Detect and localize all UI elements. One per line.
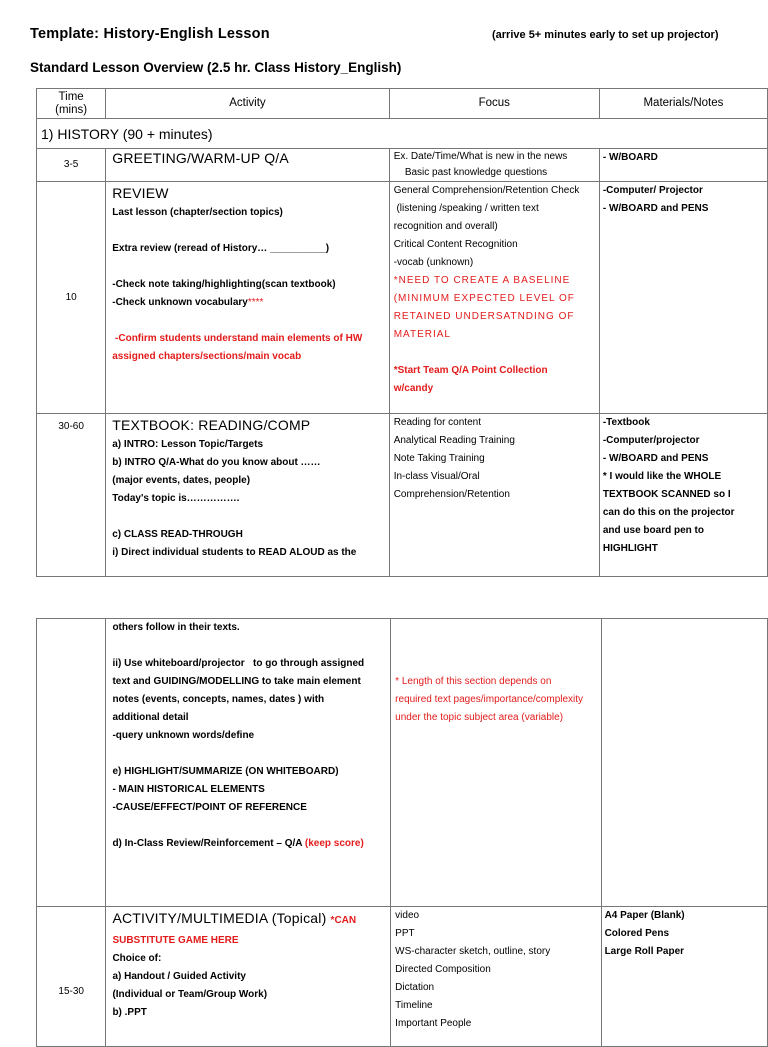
materials-line: and use board pen to: [602, 525, 704, 536]
activity-line: Choice of:: [112, 953, 162, 964]
table-header-row: [37, 89, 768, 119]
materials-line: -Textbook: [602, 417, 650, 428]
activity-line: i) Direct individual students to READ ALOUD as the: [112, 547, 357, 558]
activity-cell: [106, 907, 391, 1047]
focus-line: * Length of this section depends on: [395, 676, 552, 687]
activity-line: others follow in their texts.: [112, 622, 240, 633]
focus-line: General Comprehension/Retention Check: [393, 185, 580, 196]
activity-line: b) INTRO Q/A-What do you know about ……: [112, 457, 321, 468]
activity-cell: [106, 414, 389, 577]
time-cell: 30-60: [37, 414, 106, 577]
focus-line: In-class Visual/Oral: [393, 471, 480, 482]
focus-line: Critical Content Recognition: [393, 239, 518, 250]
focus-line: Directed Composition: [395, 964, 491, 975]
focus-line: -vocab (unknown): [393, 257, 474, 268]
activity-line: notes (events, concepts, names, dates ) with: [112, 694, 325, 705]
focus-line: Timeline: [395, 1000, 433, 1011]
focus-line: MATERIAL: [393, 329, 451, 340]
activity-line: Extra review (reread of History… __________): [112, 243, 330, 254]
activity-cell: [106, 149, 389, 182]
activity-title: REVIEW: [112, 185, 169, 201]
focus-line: Analytical Reading Training: [393, 435, 515, 446]
activity-line: -Confirm students understand main elements of HW: [112, 333, 363, 344]
focus-cell: [391, 907, 601, 1047]
time-cell: [37, 619, 106, 907]
activity-line: text and GUIDING/MODELLING to take main element: [112, 676, 361, 687]
focus-line: WS-character sketch, outline, story: [395, 946, 551, 957]
materials-line: * I would like the WHOLE: [602, 471, 722, 482]
focus-cell: [389, 149, 599, 182]
materials-line: - W/BOARD and PENS: [602, 453, 709, 464]
time-cell: 10: [37, 182, 106, 414]
activity-line: assigned chapters/sections/main vocab: [112, 351, 302, 362]
materials-line: TEXTBOOK SCANNED so I: [602, 489, 731, 500]
activity-line: (major events, dates, people): [112, 475, 251, 486]
section-history-title: 1) HISTORY (90 + minutes): [37, 119, 768, 149]
focus-line: (MINIMUM EXPECTED LEVEL OF: [393, 293, 575, 304]
focus-line: Reading for content: [393, 417, 481, 428]
activity-line: -CAUSE/EFFECT/POINT OF REFERENCE: [112, 802, 307, 813]
focus-line: *Start Team Q/A Point Collection: [393, 365, 548, 376]
activity-line: -query unknown words/define: [112, 730, 255, 741]
activity-line: additional detail: [112, 712, 189, 723]
activity-line: c) CLASS READ-THROUGH: [112, 529, 243, 540]
materials-line: Colored Pens: [604, 928, 670, 939]
focus-line: w/candy: [393, 383, 434, 394]
section-row: [37, 119, 768, 149]
focus-line: recognition and overall): [393, 221, 498, 232]
activity-line: -Check unknown vocabulary****: [112, 297, 264, 308]
activity-line: SUBSTITUTE GAME HERE: [112, 935, 239, 946]
activity-line: b) .PPT: [112, 1007, 147, 1018]
activity-cell: [106, 182, 389, 414]
focus-line: Ex. Date/Time/What is new in the news: [393, 151, 568, 162]
activity-line: Last lesson (chapter/section topics): [112, 207, 283, 218]
materials-cell: [601, 907, 767, 1047]
header-materials: Materials/Notes: [599, 89, 767, 119]
time-cell: 3-5: [37, 149, 106, 182]
focus-line: required text pages/importance/complexity: [395, 694, 584, 705]
document-title: Template: History-English Lesson: [30, 26, 270, 42]
activity-line: Today's topic is…………….: [112, 493, 240, 504]
header-activity: Activity: [106, 89, 389, 119]
materials-cell: [601, 619, 767, 907]
table-row: [37, 619, 768, 907]
activity-line: a) Handout / Guided Activity: [112, 971, 246, 982]
focus-line: under the topic subject area (variable): [395, 712, 564, 723]
focus-line: Important People: [395, 1018, 472, 1029]
materials-cell: [599, 149, 767, 182]
projector-note: (arrive 5+ minutes early to set up projector): [492, 29, 719, 41]
header-focus: Focus: [389, 89, 599, 119]
table-row: [37, 414, 768, 577]
activity-line: e) HIGHLIGHT/SUMMARIZE (ON WHITEBOARD): [112, 766, 339, 777]
materials-cell: [599, 414, 767, 577]
activity-cell: [106, 619, 391, 907]
focus-cell: [389, 414, 599, 577]
lesson-table-page-2: [36, 618, 768, 1047]
materials-line: - W/BOARD: [602, 152, 658, 163]
materials-line: -Computer/ Projector: [602, 185, 703, 196]
table-row: [37, 149, 768, 182]
activity-line: d) In-Class Review/Reinforcement – Q/A (keep score): [112, 838, 364, 849]
activity-line: a) INTRO: Lesson Topic/Targets: [112, 439, 264, 450]
focus-line: *NEED TO CREATE A BASELINE: [393, 275, 571, 286]
focus-line: (listening /speaking / written text: [393, 203, 539, 214]
materials-line: Large Roll Paper: [604, 946, 685, 957]
focus-line: video: [395, 910, 420, 921]
header-time: Time (mins): [37, 89, 106, 119]
focus-line: Basic past knowledge questions: [393, 167, 548, 178]
focus-cell: [389, 182, 599, 414]
time-cell: 15-30: [37, 907, 106, 1047]
focus-line: PPT: [395, 928, 415, 939]
activity-title: ACTIVITY/MULTIMEDIA (Topical) *CAN: [112, 910, 357, 926]
activity-line: (Individual or Team/Group Work): [112, 989, 268, 1000]
focus-line: Dictation: [395, 982, 435, 993]
materials-line: can do this on the projector: [602, 507, 735, 518]
focus-line: Comprehension/Retention: [393, 489, 510, 500]
table-row: [37, 907, 768, 1047]
lesson-overview-title: Standard Lesson Overview (2.5 hr. Class History_English): [30, 60, 402, 75]
activity-title: GREETING/WARM-UP Q/A: [112, 150, 289, 166]
materials-line: - W/BOARD and PENS: [602, 203, 709, 214]
focus-cell: [391, 619, 601, 907]
lesson-table-page-1: [36, 88, 768, 577]
focus-line: Note Taking Training: [393, 453, 485, 464]
materials-line: A4 Paper (Blank): [604, 910, 685, 921]
activity-line: -Check note taking/highlighting(scan textbook): [112, 279, 336, 290]
materials-cell: [599, 182, 767, 414]
materials-line: -Computer/projector: [602, 435, 700, 446]
activity-title: TEXTBOOK: READING/COMP: [112, 417, 311, 433]
materials-line: HIGHLIGHT: [602, 543, 658, 554]
table-row: [37, 182, 768, 414]
activity-line: - MAIN HISTORICAL ELEMENTS: [112, 784, 265, 795]
focus-line: RETAINED UNDERSATNDING OF: [393, 311, 575, 322]
activity-line: ii) Use whiteboard/projector to go through assigned: [112, 658, 365, 669]
